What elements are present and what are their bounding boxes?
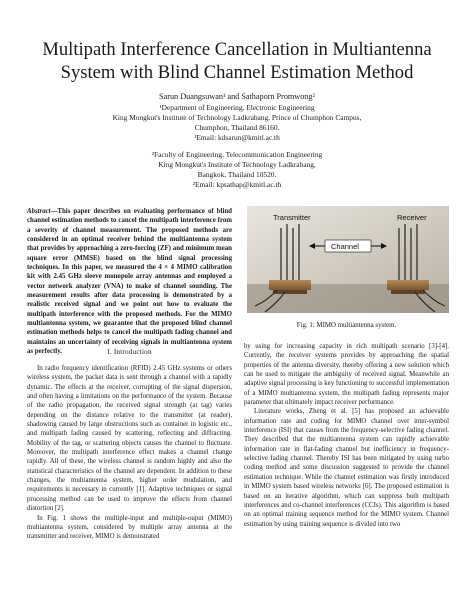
intro-paragraph-2: In Fig. 1 shows the multiple-input and multiple-ouput (MIMO) multiantenna system, considered by multiple array antenna at the transmitter and receiver, MIMO is demonstrated [27,514,232,541]
title-line-2: System with Blind Channel Estimation Method [60,62,414,83]
figure-caption: Fig. 1: MIMO multiantenna system. [296,322,397,329]
label-channel: Channel [331,242,359,251]
affiliation-2-line-3: Bangkok, Thailand 10520. [197,170,277,179]
affiliation-2-line-2: King Mongkut's Institute of Technology Ladkrabang, [158,160,316,169]
intro-paragraph-1: In radio frequency identification (RFID) 2.45 GHz systems or others wireless system, the packet data is sent through a channel with a rapidly dynamic. The effects at the receiver, corrupting of the signal dispersion, and often having a limitations on the performance of the system. Because of the radio propagation, the received signal strength (at tag) varies depending on the distance relative to the transmitter (at reader), shadowing caused by large obstructions such as container in logistic etc., and multipath fading caused by scattering, reflecting and diffracting. Mobility of the tag, or scattering objects causes the channel to fluctuate. Moreover, the multipath interference effect makes a channel change rapidly. All of these, the wireless channel is random highly and also the statistical characteristics of the channel are dependent. In addition to these changes, the multiantenna system, higher order modulation, and requirements is necessary in currently [1]. Adaptive techniques or signal processing method can be used to improve the effects from channel distortion [2]. [27,365,232,513]
title-line-1: Multipath Interference Cancellation in Multiantenna [42,39,432,60]
affiliation-1-line-3: Chumphon, Thailand 86160. [194,122,280,132]
authors-block [60,92,414,143]
label-transmitter: Transmitter [273,213,311,222]
abstract-body: —This paper describes on evaluating performance of blind channel estimation methods to cancel the multipath interference from a severity of channel measurement. The proposed methods are considered in an optimal receiver behind the multiantenna system that provides by approaching a zero-forcing (ZF) and minimum mean square error (MMSE) based on the blind signal processing techniques. In this paper, we measured the 4 × 4 MIMO calibration kit with 2.45 GHz sleeve monopole array antennas and employed a vector network analyzer (VNA) to make of channel sounding. The measurement results after data processing is demonstrated by a realistic received signal and we point out how to evaluate the multipath interference with the proposed methods. For the MIMO multiantenna system, we guarantee that the proposed blind channel estimation methods helps to cancel the multipath fading channel and maintains an uncertainty of receiving signals in multiantenna system as perfectly. [27,208,232,356]
section-heading-introduction: I. Introduction [107,348,152,356]
affiliation-2-block [60,150,414,190]
paper-title [20,38,454,84]
affiliation-1-line-1: ¹Department of Engineering, Electronic Engineering [159,102,315,112]
introduction-text [27,364,232,542]
label-receiver: Receiver [397,213,427,222]
right-paragraph-1: by using for increasing capacity in rich multipath scenario [3]-[4]. Currently, the receiver systems provides by approaching the spatial properties of the antenna diversity, thereby offering a new solution which can be used to mitigate the ambiguity of received signal. Meanwhile an adaptive signal processing is key functioning to successful implementation of a MIMO multiantenna system, the multipath fading represents major parameter that ultimately impact receiver performance. [244,343,449,407]
figure-illustration [247,206,449,313]
right-paragraph-2: Literature works, Zheng et al. [5] has proposed an achievable information rate and coding for MIMO channel over inter-symbol interference (ISI) that causes from the frequency-selective fading channel. They described that the multiantenna system can rapidly achievable information rate in flat-fading channel but inefficiency in frequency-selective fading channel. Thereby ISI has been mitigated by using turbo coding method and some discussion suggested to provide the channel estimation technique. While the channel estimation was firstly introduced in MIMO system based wireless networks [6]. The proposed estimation is based on an iterative algorithm, which can suppress both multipath interferences and co-channel interferences (CCIs). This algorithm is based on an optimal training sequence method for the MIMO system. Channel estimation by using training sequence is divided into two [244,408,449,528]
affiliation-1-email: ¹Email: kdsarun@kmitl.ac.th [194,132,280,142]
affiliation-2-email: ²Email: kpsathap@kmitl.ac.th [192,180,282,189]
figure-mimo-photo [247,206,449,313]
affiliation-1-line-2: King Mongkut's Institute of Technology Ladkrabang, Prince of Chumphon Campus, [112,112,362,122]
affiliation-2-line-1: ²Faculty of Engineering, Telecommunication Engineering [151,150,323,159]
right-column-text [244,342,449,529]
abstract [27,207,232,357]
abstract-lead: Abstract [27,208,51,215]
author-names: Sarun Duangsuwan¹ and Sathaporn Promwong² [159,92,315,101]
